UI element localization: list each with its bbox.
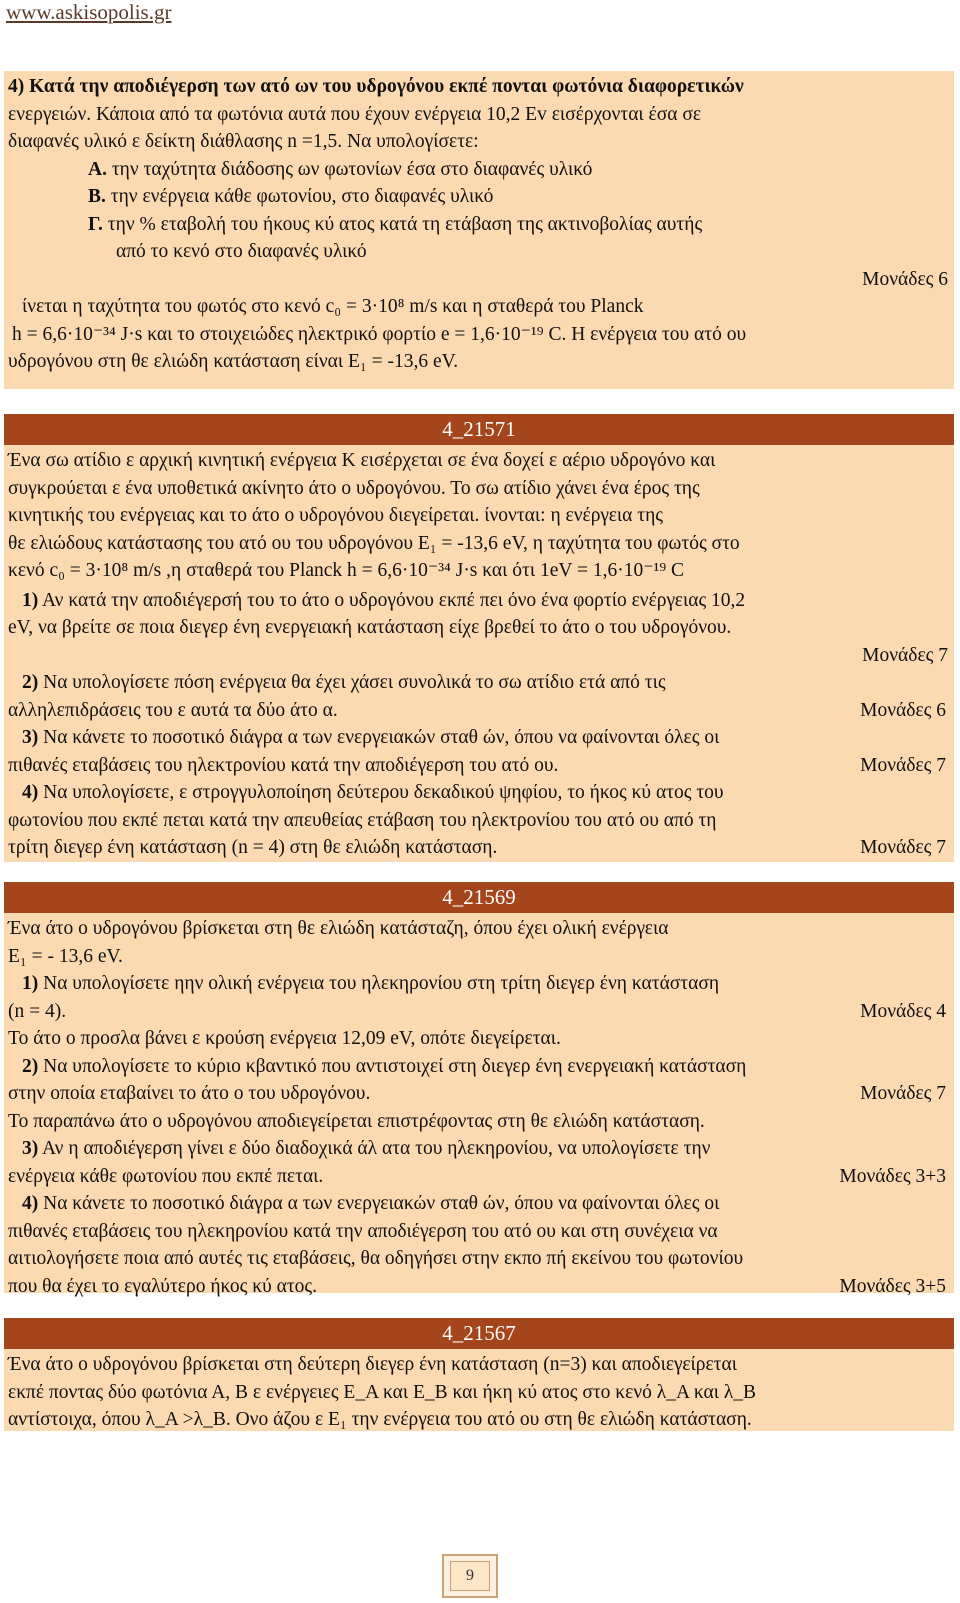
question-1: 1) Αν κατά την αποδιέγερσή του το άτο ο υδρογόνου εκπέ πει όνο ένα φορτίο ενέργειας 10,2 — [22, 589, 746, 611]
item-c: Γ. την % εταβολή του ήκους κύ ατος κατά τη ετάβαση της ακτινοβολίας αυτής — [88, 213, 703, 235]
question-2: 2) Να υπολογίσετε πόση ενέργεια θα έχει χάσει συνολικά το σω ατίδιο ετά από τις — [22, 672, 666, 693]
text-line: συγκρούεται ε ένα υποθετικά ακίνητο άτο ο υδρογόνου. Το σω ατίδιο χάνει ένα έρος της — [8, 477, 700, 499]
problem-block-21569 — [4, 882, 954, 1297]
problem-header: 4_21569 — [4, 882, 954, 913]
text-line: Το παραπάνω άτο ο υδρογόνου αποδιεγείρεται επιστρέφοντας στη θε ελιώδη κατάσταση. — [8, 1110, 705, 1132]
text-line: θε ελιώδους κατάστασης του ατό ου του υδρογόνου E₁ = -13,6 eV, η ταχύτητα του φωτός στο — [8, 532, 740, 554]
problem-block-4 — [4, 71, 954, 389]
question-2: 2) Να υπολογίσετε το κύριο κβαντικό που αντιστοιχεί στη διεγερ ένη ενεργειακή κατάσταση — [22, 1055, 747, 1077]
question-3: 3) Αν η αποδιέγερση γίνει ε δύο διαδοχικά άλ ατα του ηλεκηρονίου, να υπολογίσετε την — [22, 1138, 711, 1159]
marks-label: Μονάδες 7 — [860, 754, 946, 776]
question-1: 1) Να υπολογίσετε ηην ολική ενέργεια του ηλεκηρονίου στη τρίτη διεγερ ένη κατάσταση — [22, 973, 720, 994]
text-line: αιτιολογήσετε ποια από αυτές τις εταβάσεις, θα οδηγήσει στην εκπο πή εκείνου του φωτονίου — [8, 1248, 744, 1269]
marks-label: Μονάδες 3+5 — [839, 1275, 946, 1297]
text-line: Ένα άτο ο υδρογόνου βρίσκεται στη δεύτερη διεγερ ένη κατάσταση (n=3) και αποδιεγείρεται — [8, 1354, 737, 1375]
given-line: h = 6,6·10⁻³⁴ J·s και το στοιχειώδες ηλεκτρικό φορτίο e = 1,6·10⁻¹⁹ C. Η ενέργεια του ατό ου — [12, 323, 747, 345]
text-line: 4) Κατά την αποδιέγερση των ατό ων του υδρογόνου εκπέ πονται φωτόνια διαφορετικών — [8, 76, 744, 97]
given-line: υδρογόνου στη θε ελιώδη κατάσταση είναι E₁ = -13,6 eV. — [8, 351, 459, 372]
text-line: κινητικής του ενέργειας και το άτο ο υδρογόνου διεγείρεται. ίνονται: η ενέργεια της — [8, 505, 664, 526]
marks-label: Μονάδες 7 — [860, 837, 946, 858]
text-line: αλληλεπιδράσεις του ε αυτά τα δύο άτο α. Μονάδες 6 — [8, 697, 948, 725]
question-3: 3) Να κάνετε το ποσοτικό διάγρα α των ενεργειακών σταθ ών, όπου να φαίνονται όλες οι — [22, 727, 720, 748]
text-line: Ένα άτο ο υδρογόνου βρίσκεται στη θε ελιώδη κατάσταζη, όπου έχει ολική ενέργεια — [8, 918, 669, 939]
item-a: Α. την ταχύτητα διάδοσης ων φωτονίων έσα στο διαφανές υλικό — [88, 158, 593, 180]
question-4: 4) Να υπολογίσετε, ε στρογγυλοποίηση δεύτερου δεκαδικού ψηφίου, το ήκος κύ ατος του — [22, 782, 724, 803]
question-4: 4) Να κάνετε το ποσοτικό διάγρα α των ενεργειακών σταθ ών, όπου να φαίνονται όλες οι — [22, 1193, 720, 1214]
marks-label: Μονάδες 7 — [862, 644, 948, 666]
text-line: που θα έχει το εγαλύτερο ήκος κύ ατος. Μονάδες 3+5 — [8, 1273, 948, 1301]
text-line: eV, να βρείτε σε ποια διεγερ ένη ενεργειακή κατάσταση είχε βρεθεί το άτο ο του υδρογόνου. — [8, 617, 732, 638]
site-link[interactable]: www.askisopolis.gr — [6, 0, 172, 24]
item-b: Β. την ενέργεια κάθε φωτονίου, στο διαφανές υλικό — [88, 186, 494, 207]
page-number-box — [442, 1554, 498, 1598]
text-line: στην οποία εταβαίνει το άτο ο του υδρογόνου. Μονάδες 7 — [8, 1080, 948, 1108]
marks-label: Μονάδες 3+3 — [839, 1165, 946, 1187]
problem-header: 4_21571 — [4, 414, 954, 445]
text-line: πιθανές εταβάσεις του ηλεκτρονίου κατά την αποδιέγερση του ατό ου. Μονάδες 7 — [8, 752, 948, 780]
text-line: διαφανές υλικό ε δείκτη διάθλασης n =1,5. Να υπολογίσετε: — [8, 131, 479, 152]
text-line: πιθανές εταβάσεις του ηλεκηρονίου κατά την αποδιέγερση του ατό ου και στη συνέχεια να — [8, 1220, 718, 1242]
problem-header: 4_21567 — [4, 1318, 954, 1349]
marks-label: Μονάδες 6 — [860, 699, 946, 721]
text-line: φωτονίου που εκπέ πεται κατά την απευθείας ετάβαση του ηλεκτρονίου του ατό ου από τη — [8, 809, 717, 831]
problem-block-21567 — [4, 1318, 954, 1431]
text-line: ενέργεια κάθε φωτονίου που εκπέ πεται. Μονάδες 3+3 — [8, 1163, 948, 1191]
text-line: Το άτο ο προσλα βάνει ε κρούση ενέργεια 12,09 eV, οπότε διεγείρεται. — [8, 1028, 561, 1049]
text-line: Ένα σω ατίδιο ε αρχική κινητική ενέργεια K εισέρχεται σε ένα δοχεί ε αέριο υδρογόνο και — [8, 450, 716, 471]
marks-label: Μονάδες 7 — [860, 1083, 946, 1104]
text-line: E₁ = - 13,6 eV. — [8, 945, 123, 967]
text-line: από το κενό στο διαφανές υλικό — [116, 241, 367, 262]
given-line: ίνεται η ταχύτητα του φωτός στο κενό c₀ = 3·10⁸ m/s και η σταθερά του Planck — [22, 296, 644, 317]
text-line: κενό c₀ = 3·10⁸ m/s ,η σταθερά του Planck h = 6,6·10⁻³⁴ J·s και ότι 1eV = 1,6·10⁻¹⁹ C — [8, 560, 685, 581]
marks-label: Μονάδες 4 — [860, 1000, 946, 1022]
page-number: 9 — [450, 1561, 490, 1591]
text-line: (n = 4). Μονάδες 4 — [8, 998, 948, 1026]
problem-block-21571 — [4, 414, 954, 862]
text-line: αντίστοιχα, όπου λ_A >λ_B. Ονο άζου ε E₁ την ενέργεια του ατό ου στη θε ελιώδη κατάσταση. — [8, 1409, 752, 1430]
text-line: εκπέ ποντας δύο φωτόνια Α, Β ε ενέργειες E_A και E_B και ήκη κύ ατος στο κενό λ_A και λ_B — [8, 1381, 757, 1403]
marks-label: Μονάδες 6 — [862, 268, 948, 290]
text-line: τρίτη διεγερ ένη κατάσταση (n = 4) στη θε ελιώδη κατάσταση. Μονάδες 7 — [8, 834, 948, 862]
text-line: ενεργειών. Κάποια από τα φωτόνια αυτά που έχουν ενέργεια 10,2 Ev εισέρχονται έσα σε — [8, 103, 702, 125]
